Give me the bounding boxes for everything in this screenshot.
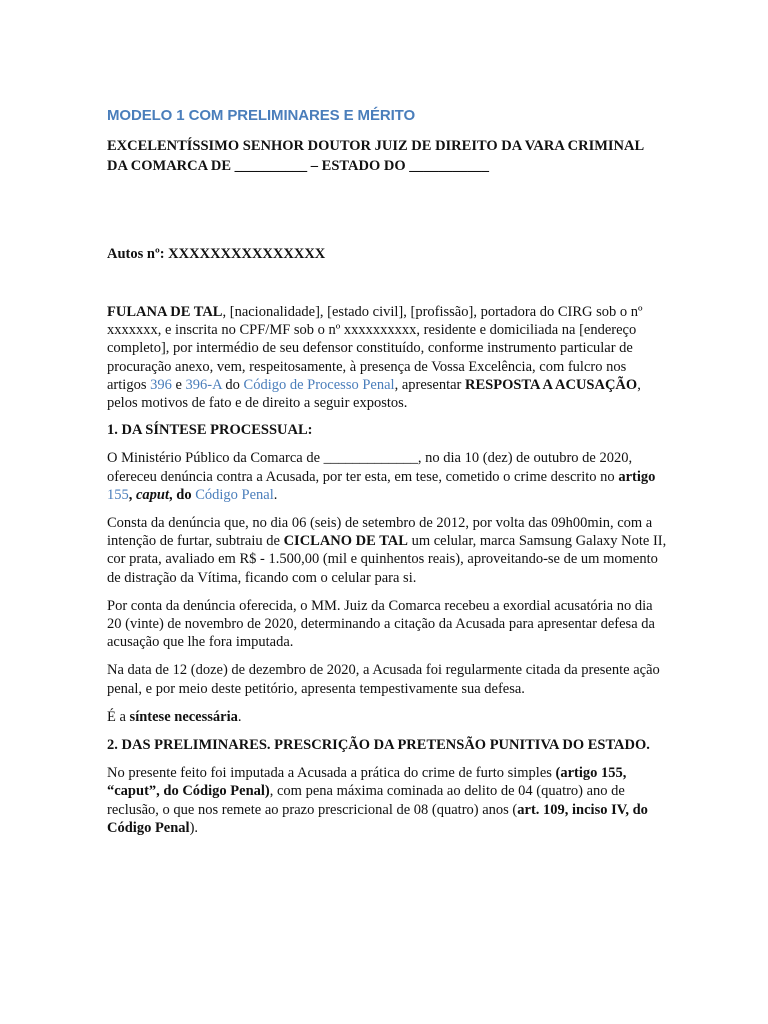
link-codigo-penal[interactable]: Código Penal [195, 486, 274, 503]
paragraph-text: ). [189, 819, 199, 836]
section1-paragraph-2 [107, 514, 667, 587]
caput-text: caput [136, 486, 170, 503]
intro-text: e [171, 376, 186, 393]
paragraph-text: O Ministério Público da Comarca de _____________, no dia 10 (dez) de outubro de 2020, ofereceu denúncia contra a Acusada, por ter esta, em tese, cometido o crime descrito no [107, 450, 633, 485]
intro-text: , apresentar [394, 376, 466, 393]
paragraph-text: . [237, 708, 242, 725]
resposta-acusacao-text: RESPOSTA A ACUSAÇÃO [465, 376, 638, 393]
section1-paragraph-4: Na data de 12 (doze) de dezembro de 2020, a Acusada foi regularmente citada da presente ação penal, e por meio deste petitório, apresenta tempestivamente sua defesa. [107, 662, 660, 697]
paragraph-text: . [273, 486, 278, 503]
section2-title: 2. DAS PRELIMINARES. PRESCRIÇÃO DA PRETENSÃO PUNITIVA DO ESTADO. [107, 737, 650, 754]
victim-name: CICLANO DE TAL [283, 533, 408, 550]
intro-paragraph [107, 303, 667, 412]
section1-title: 1. DA SÍNTESE PROCESSUAL: [107, 422, 313, 439]
link-article-155[interactable]: 155 [107, 486, 129, 503]
court-address-title: EXCELENTÍSSIMO SENHOR DOUTOR JUIZ DE DIREITO DA VARA CRIMINAL DA COMARCA DE __________ – ESTADO DO ___________ [107, 138, 644, 174]
link-article-396a[interactable]: 396-A [185, 376, 222, 393]
bold-text: artigo [618, 468, 656, 485]
case-number: Autos nº: XXXXXXXXXXXXXXX [107, 246, 326, 262]
paragraph-text: , com pena máxima cominada ao delito de 04 (quatro) ano de reclusão, o que nos remete ao prazo prescricional de 08 (quatro) anos ( [107, 783, 625, 818]
bold-text: , [128, 486, 136, 503]
paragraph-text: Consta da denúncia que, no dia 06 (seis) de setembro de 2012, por volta das 09h00min, com a intenção de furtar, subtraiu de [107, 515, 653, 550]
paragraph-text: No presente feito foi imputada a Acusada a prática do crime de furto simples [107, 765, 556, 782]
intro-text: do [221, 376, 244, 393]
intro-text: , pelos motivos de fato e de direito a seguir expostos. [107, 376, 641, 412]
link-article-396[interactable]: 396 [150, 376, 172, 393]
defendant-name: FULANA DE TAL [107, 304, 223, 320]
bold-text: art. 109, inciso IV, do Código Penal [107, 801, 648, 836]
intro-text: , [nacionalidade], [estado civil], [profissão], portadora do CIRG sob o nº xxxxxxx, e inscrita no CPF/MF sob o nº xxxxxxxxxx, residente e domiciliada na [endereço completo], por intermédio de seu defensor constituído, conforme instrumento particular de procuração anexo, vem, respeitosamente, à presença de Vossa Excelência, com fulcro nos artigos [107, 304, 643, 393]
model-heading: MODELO 1 COM PRELIMINARES E MÉRITO [107, 107, 416, 124]
section1-paragraph-5 [107, 708, 667, 726]
paragraph-text: um celular, marca Samsung Galaxy Note II, cor prata, avaliado em R$ - 1.500,00 (mil e quinhentos reais), aproveitando-se de um momento de distração da Vítima, ficando com o celular para si. [107, 533, 667, 586]
section1-paragraph-1 [107, 449, 667, 504]
section2-paragraph-1 [107, 764, 667, 837]
section1-paragraph-3: Por conta da denúncia oferecida, o MM. Juiz da Comarca recebeu a exordial acusatória no dia 20 (vinte) de novembro de 2020, determinando a citação da Acusada para apresentar defesa da acusação que lhe fora imputada. [107, 597, 655, 651]
paragraph-text: É a [107, 708, 130, 725]
document-page [107, 103, 667, 837]
link-codigo-processo-penal[interactable]: Código de Processo Penal [243, 376, 395, 393]
bold-text: (artigo 155, “caput”, do Código Penal) [107, 765, 627, 800]
bold-text: síntese necessária [129, 708, 238, 725]
bold-text: , do [169, 486, 192, 503]
